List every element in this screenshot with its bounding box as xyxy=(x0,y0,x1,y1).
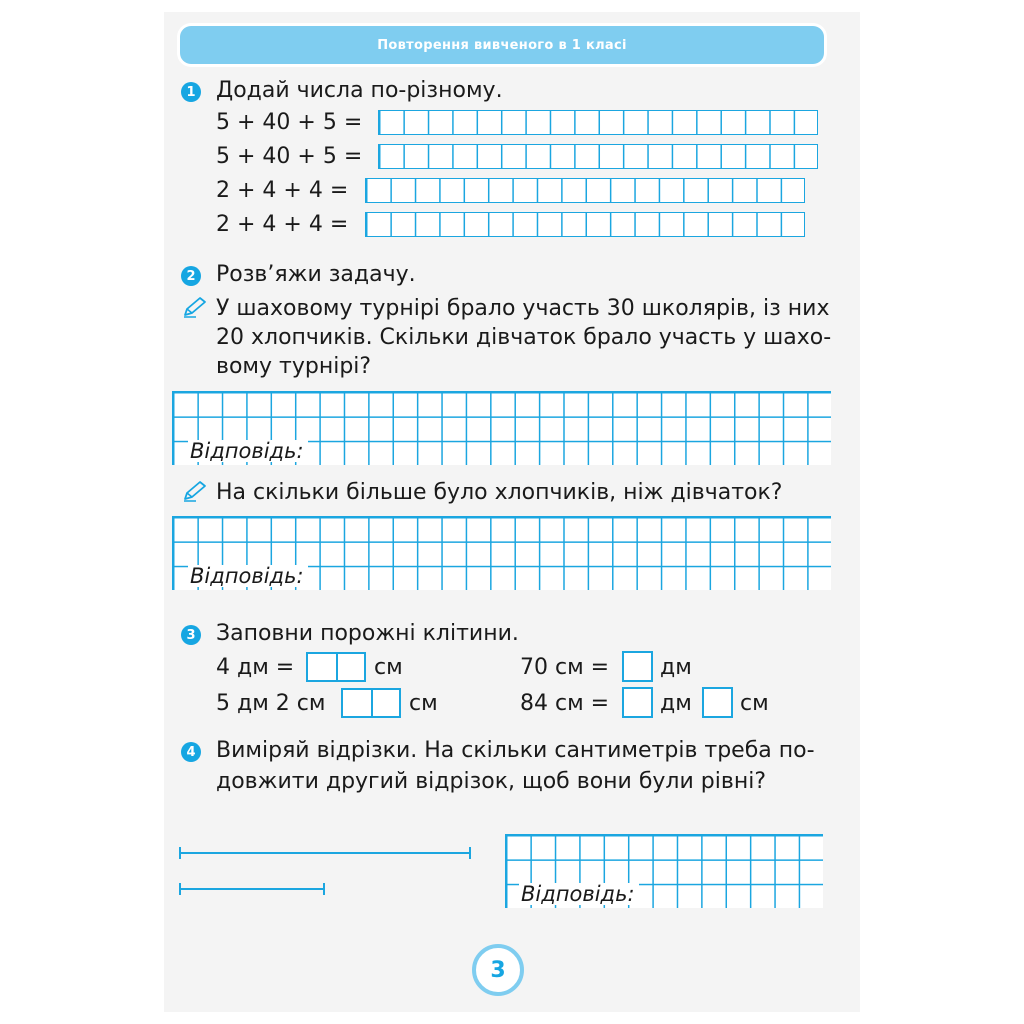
task4-instruction-line-2: довжити другий відрізок, щоб вони були рівні? xyxy=(216,769,766,794)
task1-expression-2: 5 + 40 + 5 = xyxy=(216,144,363,169)
task2-instruction: Розв’яжи задачу. xyxy=(216,262,416,287)
task3-left-1-unit: см xyxy=(374,655,403,680)
page-header xyxy=(180,26,824,64)
pencil-icon xyxy=(182,296,208,318)
header-title: Повторення вивченого в 1 класі xyxy=(377,37,627,53)
task-number-3: 3 xyxy=(181,625,201,645)
segment-1-line xyxy=(180,852,471,854)
task1-answer-cells-3[interactable] xyxy=(365,178,805,203)
task3-left-1-expr: 4 дм = xyxy=(216,655,295,680)
task3-right-2-unit-cm: см xyxy=(740,691,769,716)
task-number-2: 2 xyxy=(181,266,201,286)
task4-answer-label: Відповідь: xyxy=(519,883,639,905)
page-number-text: 3 xyxy=(490,957,506,983)
task3-instruction: Заповни порожні клітини. xyxy=(216,621,519,646)
task3-left-2-unit: см xyxy=(409,691,438,716)
task3-left-2-input[interactable] xyxy=(341,688,401,718)
task1-answer-cells-4[interactable] xyxy=(365,212,805,237)
task1-answer-cells-2[interactable] xyxy=(378,144,818,169)
segment-1-end-tick xyxy=(469,847,471,859)
task3-right-2-input-cm[interactable] xyxy=(702,687,733,718)
task3-left-2-expr: 5 дм 2 см xyxy=(216,691,326,716)
task3-left-1-input[interactable] xyxy=(306,652,366,682)
task3-right-1-expr: 70 см = xyxy=(520,655,610,680)
task3-right-2-input-dm[interactable] xyxy=(622,687,653,718)
pencil-icon xyxy=(182,480,208,502)
task1-expression-1: 5 + 40 + 5 = xyxy=(216,110,363,135)
segment-2-line xyxy=(180,888,325,890)
task2-question: На скільки більше було хлопчиків, ніж дівчаток? xyxy=(216,480,783,505)
task-number-1: 1 xyxy=(181,82,201,102)
task1-instruction: Додай числа по-різному. xyxy=(216,78,503,103)
task3-right-1-input[interactable] xyxy=(622,651,653,682)
task1-expression-3: 2 + 4 + 4 = xyxy=(216,178,349,203)
task-number-4: 4 xyxy=(181,742,201,762)
task3-right-2-expr: 84 см = xyxy=(520,691,610,716)
task2-answer-label-1: Відповідь: xyxy=(188,440,308,462)
task1-expression-4: 2 + 4 + 4 = xyxy=(216,212,349,237)
task3-right-2-unit-dm: дм xyxy=(660,691,692,716)
task2-answer-label-2: Відповідь: xyxy=(188,565,308,587)
task2-problem-line-2: 20 хлопчиків. Скільки дівчаток брало участь у шахо- xyxy=(216,325,832,350)
segment-2-end-tick xyxy=(323,883,325,895)
task2-problem-line-1: У шаховому турнірі брало участь 30 школярів, із них xyxy=(216,296,830,321)
task1-answer-cells-1[interactable] xyxy=(378,110,818,135)
task4-instruction-line-1: Виміряй відрізки. На скільки сантиметрів треба по- xyxy=(216,738,815,763)
task3-right-1-unit: дм xyxy=(660,655,692,680)
task2-problem-line-3: вому турнірі? xyxy=(216,354,372,379)
page-number xyxy=(472,944,524,996)
